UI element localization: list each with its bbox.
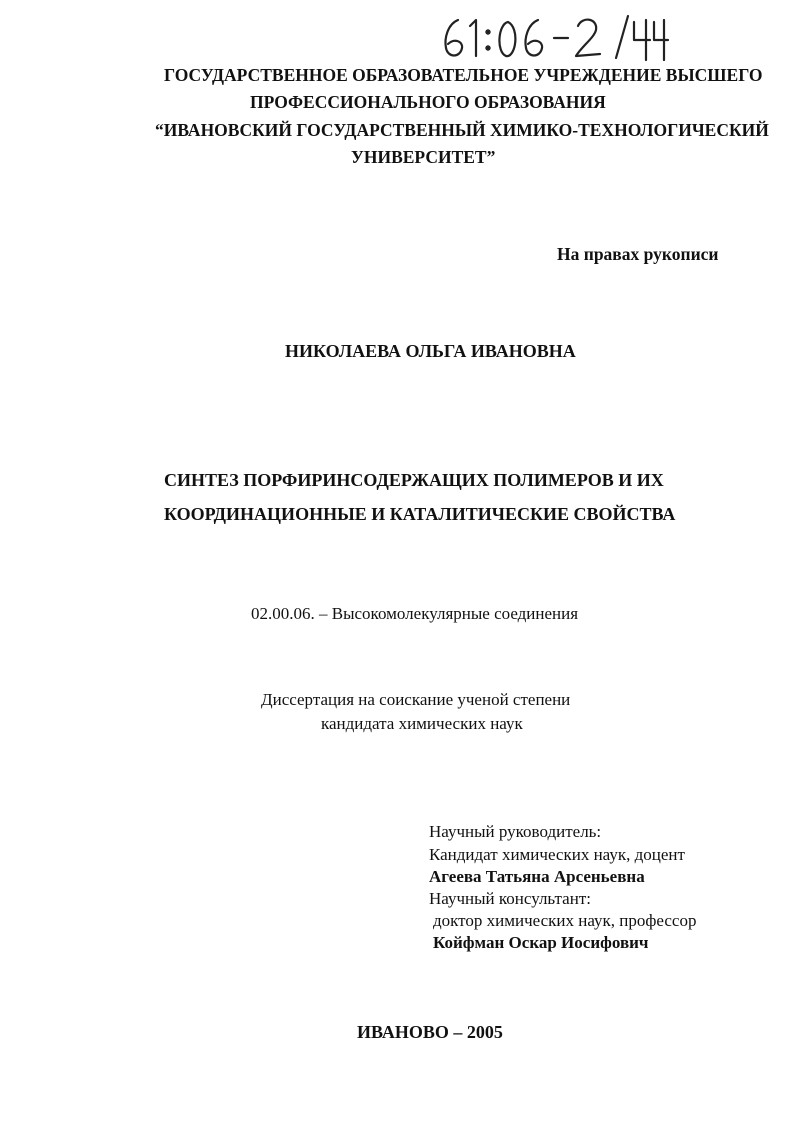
supervisor-label: Научный руководитель: bbox=[429, 822, 602, 841]
city-year: ИВАНОВО – 2005 bbox=[357, 1022, 503, 1042]
dissertation-line-2: кандидата химических наук bbox=[321, 714, 523, 733]
dissertation-line-1: Диссертация на соискание ученой степени bbox=[261, 690, 571, 709]
manuscript-rights-note: На правах рукописи bbox=[557, 244, 719, 264]
consultant-name: Койфман Оскар Иосифович bbox=[433, 933, 649, 952]
author-name: НИКОЛАЕВА ОЛЬГА ИВАНОВНА bbox=[285, 341, 576, 361]
org-line-3: “ИВАНОВСКИЙ ГОСУДАРСТВЕННЫЙ ХИМИКО-ТЕХНОЛОГИЧЕСКИЙ bbox=[155, 120, 769, 140]
specialty-code: 02.00.06. – Высокомолекулярные соединения bbox=[251, 604, 579, 623]
supervisor-name: Агеева Татьяна Арсеньевна bbox=[429, 867, 645, 886]
thesis-title-line-2: КООРДИНАЦИОННЫЕ И КАТАЛИТИЧЕСКИЕ СВОЙСТВА bbox=[164, 504, 676, 524]
consultant-degree: доктор химических наук, профессор bbox=[433, 911, 697, 930]
consultant-label: Научный консультант: bbox=[429, 889, 591, 908]
thesis-title-line-1: СИНТЕЗ ПОРФИРИНСОДЕРЖАЩИХ ПОЛИМЕРОВ И ИХ bbox=[164, 470, 664, 490]
org-line-2: ПРОФЕССИОНАЛЬНОГО ОБРАЗОВАНИЯ bbox=[250, 92, 606, 112]
supervisor-degree: Кандидат химических наук, доцент bbox=[429, 845, 685, 864]
org-line-1: ГОСУДАРСТВЕННОЕ ОБРАЗОВАТЕЛЬНОЕ УЧРЕЖДЕНИЕ ВЫСШЕГО bbox=[164, 65, 763, 85]
org-line-4: УНИВЕРСИТЕТ” bbox=[351, 147, 496, 167]
handwritten-archive-number bbox=[436, 8, 672, 64]
